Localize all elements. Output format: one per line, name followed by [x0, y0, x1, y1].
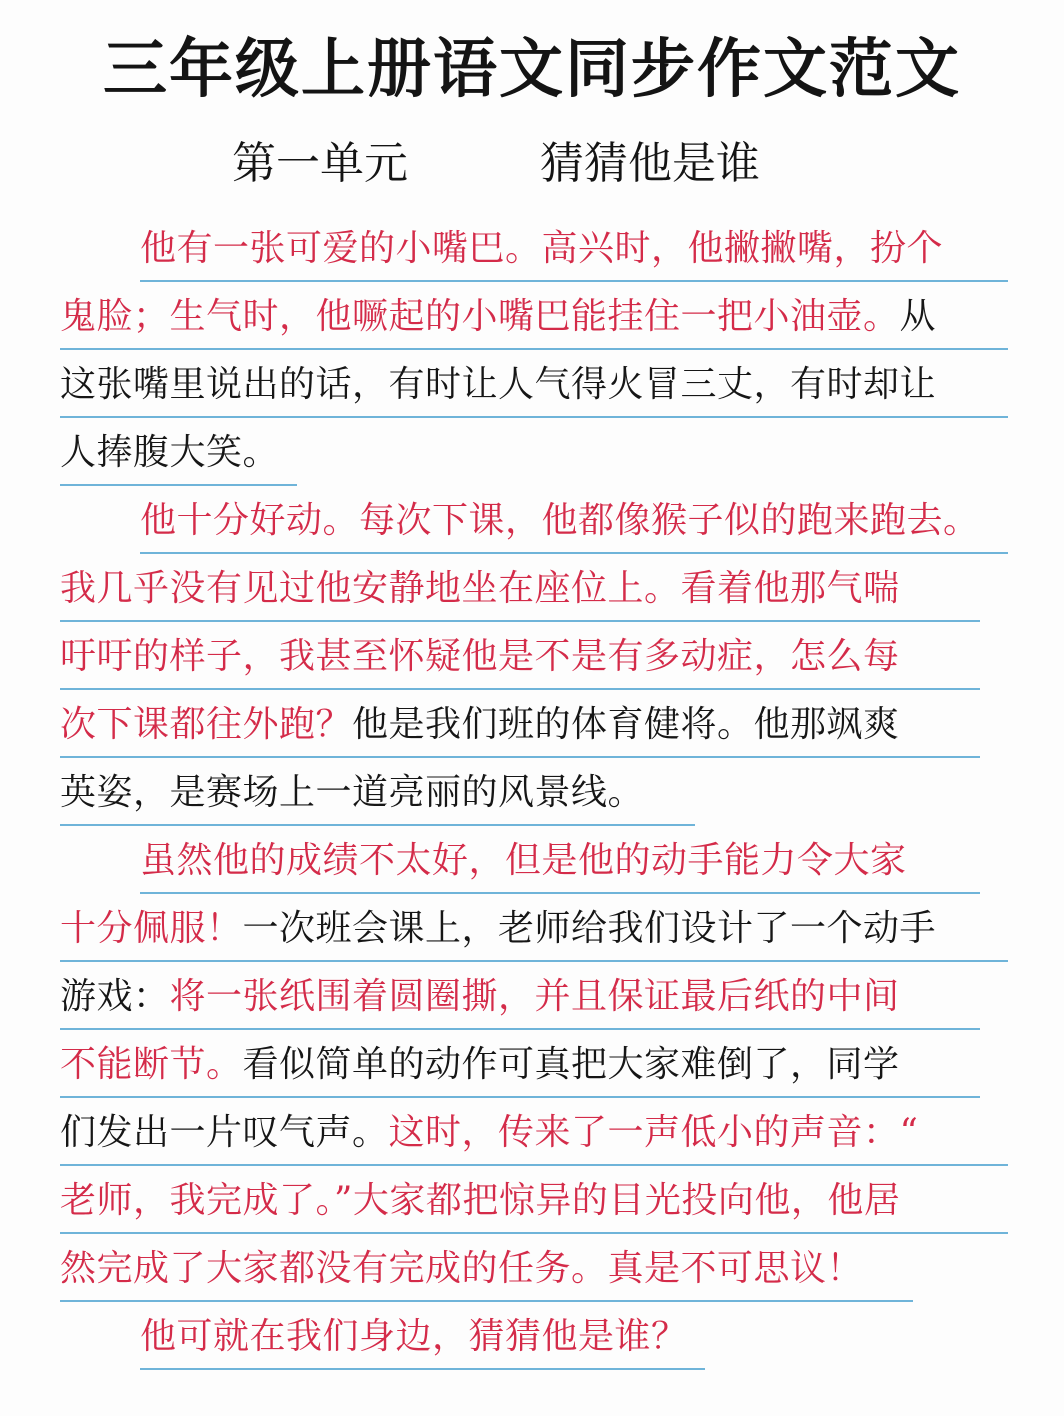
- essay-line-text: [60, 976, 900, 1017]
- essay-line-text: [60, 500, 980, 541]
- essay-line: [60, 490, 1008, 558]
- essay-line: [60, 354, 1008, 422]
- essay-line: [60, 966, 1008, 1034]
- essay-topic: 猜猜他是谁: [540, 138, 760, 189]
- essay-line: [60, 218, 1008, 286]
- essay-line-text: [60, 1316, 688, 1357]
- underline-rule: [60, 1300, 913, 1302]
- underline-rule: [60, 1164, 1008, 1166]
- underline-rule: [140, 552, 1008, 554]
- essay-line-text: [60, 432, 279, 473]
- underline-rule: [60, 824, 695, 826]
- essay-line: [60, 626, 1008, 694]
- essay-line: [60, 1306, 1008, 1374]
- highlighted-text: 十分佩服！: [60, 908, 243, 949]
- essay-line-text: [60, 1180, 900, 1221]
- essay-line: [60, 422, 1008, 490]
- highlighted-text: 不能断节。: [60, 1044, 243, 1085]
- essay-line-text: [60, 908, 936, 949]
- essay-line: [60, 558, 1008, 626]
- highlighted-text: 虽然他的成绩不太好，但是他的动手能力令大家: [140, 840, 907, 881]
- essay-line-text: [60, 772, 644, 813]
- essay-line: [60, 694, 1008, 762]
- essay-body: [60, 218, 1008, 1374]
- essay-line: [60, 830, 1008, 898]
- body-text: 这张嘴里说出的话，有时让人气得火冒三丈，有时却让: [60, 364, 937, 405]
- body-text: 从: [899, 296, 937, 337]
- underline-rule: [60, 960, 1008, 962]
- essay-line-text: [60, 840, 907, 881]
- highlighted-text: 然完成了大家都没有完成的任务。真是不可思议！: [60, 1248, 864, 1289]
- essay-line-text: [60, 228, 943, 269]
- essay-line-text: [60, 364, 936, 405]
- body-text: 他是我们班的体育健将。他那飒爽: [352, 704, 900, 745]
- essay-line-text: [60, 1112, 918, 1153]
- highlighted-text: 吁吁的样子，我甚至怀疑他是不是有多动症，怎么每: [60, 636, 900, 677]
- body-text: 一次班会课上，老师给我们设计了一个动手: [242, 908, 937, 949]
- underline-rule: [140, 1368, 705, 1370]
- underline-rule: [60, 756, 980, 758]
- highlighted-text: 他有一张可爱的小嘴巴。高兴时，他撇撇嘴，扮个: [140, 228, 944, 269]
- essay-line: [60, 762, 1008, 830]
- body-text: 游戏：: [60, 976, 170, 1017]
- essay-line: [60, 1102, 1008, 1170]
- highlighted-text: 次下课都往外跑？: [60, 704, 353, 745]
- unit-label: 第一单元: [232, 138, 408, 189]
- highlighted-text: 老师，我完成了。”大家都把惊异的目光投向他，他居: [60, 1180, 901, 1221]
- highlighted-text: 这时，传来了一声低小的声音：“: [388, 1112, 919, 1153]
- underline-rule: [60, 484, 297, 486]
- essay-line-text: [60, 568, 900, 609]
- highlighted-text: 将一张纸围着圆圈撕，并且保证最后纸的中间: [169, 976, 900, 1017]
- page-title: 三年级上册语文同步作文范文: [103, 32, 961, 107]
- essay-line-text: [60, 296, 936, 337]
- essay-line-text: [60, 704, 900, 745]
- essay-line-text: [60, 636, 900, 677]
- underline-rule: [60, 1096, 980, 1098]
- essay-line: [60, 286, 1008, 354]
- body-text: 看似简单的动作可真把大家难倒了，同学: [242, 1044, 900, 1085]
- essay-line-text: [60, 1248, 863, 1289]
- subtitle: [0, 136, 1064, 192]
- essay-line: [60, 898, 1008, 966]
- body-text: 们发出一片叹气声。: [60, 1112, 389, 1153]
- body-text: 英姿，是赛场上一道亮丽的风景线。: [60, 772, 645, 813]
- underline-rule: [60, 688, 980, 690]
- underline-rule: [60, 416, 1008, 418]
- body-text: 人捧腹大笑。: [60, 432, 280, 473]
- essay-line: [60, 1034, 1008, 1102]
- highlighted-text: 他可就在我们身边，猜猜他是谁？: [140, 1316, 688, 1357]
- underline-rule: [60, 1232, 1008, 1234]
- underline-rule: [60, 348, 1008, 350]
- highlighted-text: 我几乎没有见过他安静地坐在座位上。看着他那气喘: [60, 568, 900, 609]
- highlighted-text: 他十分好动。每次下课，他都像猴子似的跑来跑去。: [140, 500, 980, 541]
- essay-line-text: [60, 1044, 900, 1085]
- essay-line: [60, 1238, 1008, 1306]
- underline-rule: [60, 1028, 980, 1030]
- essay-line: [60, 1170, 1008, 1238]
- underline-rule: [140, 280, 1008, 282]
- underline-rule: [140, 892, 980, 894]
- highlighted-text: 鬼脸；生气时，他噘起的小嘴巴能挂住一把小油壶。: [60, 296, 900, 337]
- underline-rule: [60, 620, 980, 622]
